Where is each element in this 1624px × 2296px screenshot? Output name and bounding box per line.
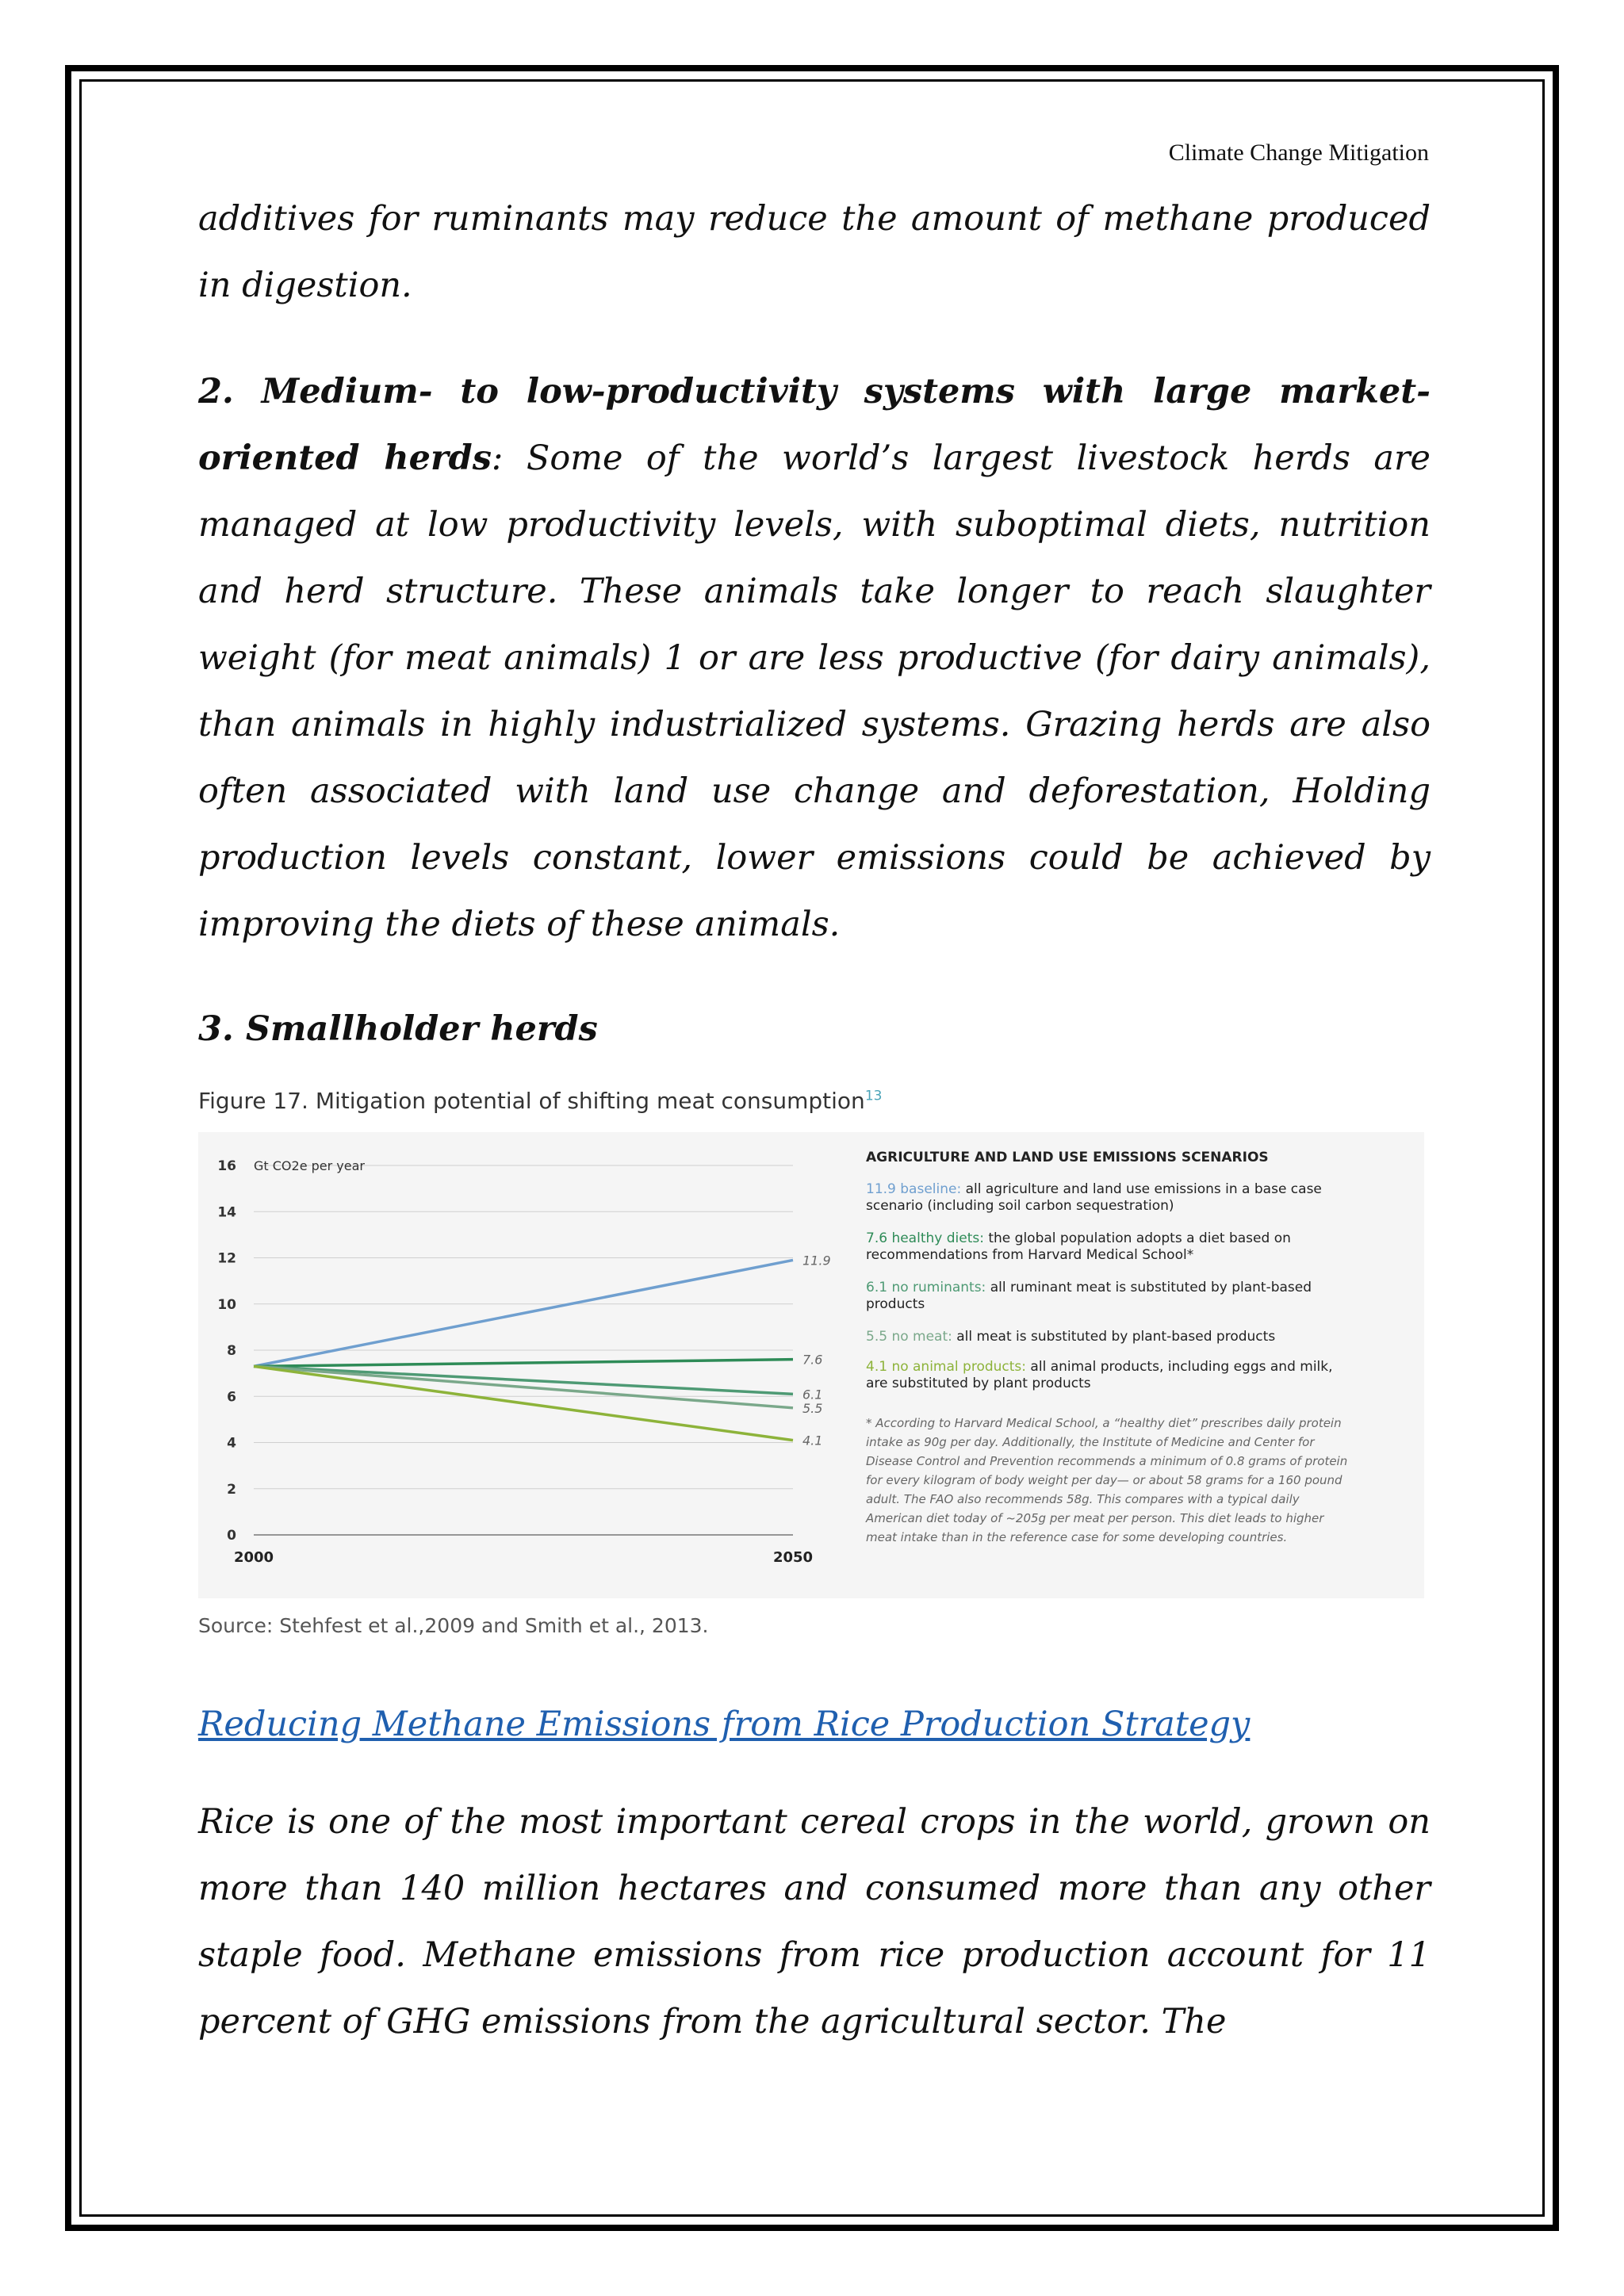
scenario-tag: 5.5 no meat: <box>866 1329 957 1345</box>
series-end-label: 11.9 <box>802 1253 831 1269</box>
scenarios-footnote: * According to Harvard Medical School, a “healthy diet” prescribes daily protein intake as 90g per day. Additionally, the Institute of Medicine and Center for Disease Control and Prevention recommends a minimum of 0.8 grams of protein for every kilogram of body weight per day— or about 58 grams for a 160 pound adult. The FAO also recommends 58g. This compares with a typical daily American diet today of ~205g per meat per person. This diet leads to higher meat intake than in the reference case for some developing countries. <box>866 1416 1348 1544</box>
y-tick-label: 0 <box>227 1528 236 1544</box>
scenario-description: the global population adopts a diet based on recommendations from Harvard Medical School* <box>866 1230 1291 1263</box>
figure-caption-text: Figure 17. Mitigation potential of shifting meat consumption <box>198 1088 865 1114</box>
scenario-tag: 11.9 baseline: <box>866 1181 966 1197</box>
scenario-item <box>866 1329 1358 1345</box>
y-tick-label: 8 <box>227 1343 236 1359</box>
scenario-tag: 7.6 healthy diets: <box>866 1230 989 1246</box>
y-tick-label: 4 <box>227 1435 236 1452</box>
series-line-6.1 <box>254 1366 793 1394</box>
paragraph-section-2 <box>198 358 1431 958</box>
series-line-5.5 <box>254 1366 793 1407</box>
figure-caption-reference: 13 <box>864 1088 883 1104</box>
scenario-description: all agriculture and land use emissions in a base case scenario (including soil carbon sequestration) <box>866 1181 1322 1214</box>
y-tick-label: 16 <box>217 1158 236 1174</box>
paragraph-rice: Rice is one of the most important cereal crops in the world, grown on more than 140 million hectares and consumed more than any other staple food. Methane emissions from rice production account for 11 percent of GHG emissions from the agricultural sector. The <box>198 1802 1431 2042</box>
scenario-description: all animal products, including eggs and milk, are substituted by plant products <box>866 1359 1333 1391</box>
y-tick-label: 10 <box>217 1296 236 1313</box>
scenario-tag: 6.1 no ruminants: <box>866 1280 990 1295</box>
paragraph-additives: additives for ruminants may reduce the amount of methane produced in digestion. <box>198 199 1431 305</box>
scenario-description: all meat is substituted by plant-based products <box>956 1329 1276 1345</box>
y-tick-label: 12 <box>217 1250 236 1267</box>
series-line-4.1 <box>254 1366 793 1440</box>
scenario-tag: 4.1 no animal products: <box>866 1359 1031 1375</box>
scenarios-title: AGRICULTURE AND LAND USE EMISSIONS SCENARIOS <box>866 1150 1269 1165</box>
section-2-heading: 2. Medium- to low-productivity systems with large market-oriented herds <box>198 372 1431 478</box>
section-3-heading: 3. Smallholder herds <box>198 1009 598 1049</box>
figure-source: Source: Stehfest et al.,2009 and Smith et al., 2013. <box>198 1614 709 1637</box>
series-end-label: 5.5 <box>802 1400 823 1416</box>
scenario-description: all ruminant meat is substituted by plant-based products <box>866 1280 1312 1312</box>
scenario-item <box>866 1230 1358 1264</box>
scenario-item <box>866 1280 1358 1313</box>
series-end-label: 4.1 <box>802 1433 823 1448</box>
series-end-label: 7.6 <box>802 1352 823 1368</box>
scenario-item <box>866 1181 1358 1215</box>
figure-caption <box>198 1088 882 1114</box>
scenario-item <box>866 1359 1358 1392</box>
y-tick-label: 14 <box>217 1204 236 1221</box>
y-tick-label: 2 <box>227 1481 236 1498</box>
emissions-line-chart <box>198 1132 848 1598</box>
running-header: Climate Change Mitigation <box>1168 140 1429 166</box>
series-end-label: 6.1 <box>802 1387 823 1402</box>
y-tick-label: 6 <box>227 1389 236 1406</box>
section-2-body: : Some of the world’s largest livestock herds are managed at low productivity levels, with suboptimal diets, nutrition and herd structure. These animals take longer to reach slaughter weight (for meat animals) 1 or are less productive (for dairy animals), than animals in highly industrialized systems. Grazing herds are also often associated with land use change and deforestation, Holding production levels constant, lower emissions could be achieved by improving the diets of these animals. <box>198 438 1431 944</box>
rice-strategy-link[interactable]: Reducing Methane Emissions from Rice Production Strategy <box>198 1705 1251 1744</box>
x-tick-label: 2050 <box>772 1549 814 1566</box>
series-line-7.6 <box>254 1360 793 1367</box>
figure-17 <box>198 1132 1424 1598</box>
x-tick-label: 2000 <box>233 1549 274 1566</box>
y-axis-label: Gt CO2e per year <box>254 1158 365 1173</box>
